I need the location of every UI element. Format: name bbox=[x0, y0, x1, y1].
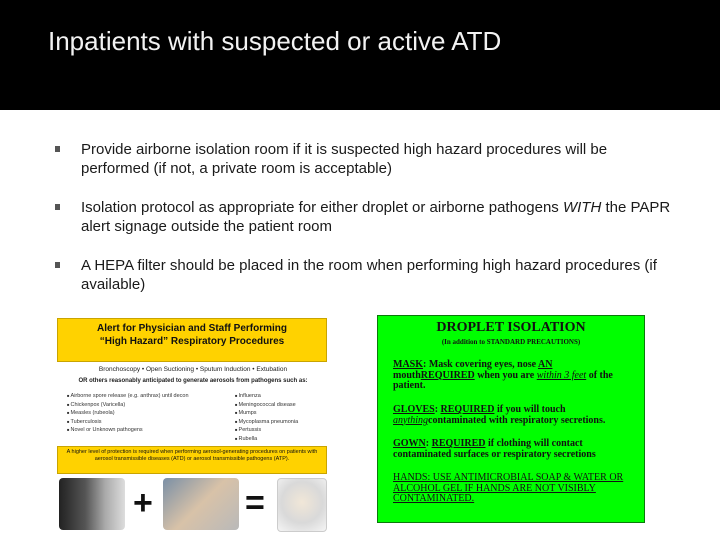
equals-sign: = bbox=[245, 484, 265, 522]
droplet-isolation-sign bbox=[377, 315, 645, 523]
bullet-list bbox=[55, 140, 675, 314]
gown-text: if clothing will contact contaminated surfaces or respiratory secretions bbox=[393, 438, 596, 460]
gloves-text: : bbox=[434, 404, 441, 415]
poster-header bbox=[57, 318, 327, 362]
bullet-square-icon bbox=[55, 146, 60, 152]
gloves-section bbox=[393, 405, 641, 426]
mask-required: REQUIRED bbox=[420, 369, 475, 381]
bullet-text: A HEPA filter should be placed in the room when performing high hazard procedures (if available) bbox=[81, 257, 657, 293]
bullet-square-icon bbox=[55, 204, 60, 210]
title-bar bbox=[0, 0, 720, 110]
pathogen-list-left bbox=[67, 392, 189, 435]
gown-required: REQUIRED bbox=[431, 438, 486, 449]
poster-title: Alert for Physician and Staff Performing bbox=[96, 323, 288, 334]
gown-label: GOWN bbox=[393, 438, 426, 449]
list-item: ■ Chickenpox (Varicella) bbox=[67, 401, 189, 410]
mask-text: AN bbox=[538, 359, 553, 370]
gown-section bbox=[393, 439, 641, 460]
mask-text: mouth bbox=[393, 369, 421, 381]
bullet-item bbox=[55, 140, 675, 178]
sign-subtitle: (In addition to STANDARD PRECAUTIONS) bbox=[441, 338, 581, 346]
list-item: ■ Influenza bbox=[235, 392, 298, 401]
list-item: ■ Meningococcal disease bbox=[235, 401, 298, 410]
gloves-anything: anything bbox=[393, 414, 428, 426]
list-item: ■ Airborne spore release (e.g. anthrax) until decon bbox=[67, 392, 189, 401]
mask-text: of the patient. bbox=[393, 369, 613, 391]
procedure-photo bbox=[163, 478, 239, 530]
poster-footer: A higher level of protection is required when performing aerosol-generating procedures on patients with aerosol transmissible diseases (ATD) or aerosol transmissible pathogens (ATP). bbox=[57, 446, 327, 474]
hands-section: HANDS: USE ANTIMICROBIAL SOAP & WATER OR ALCOHOL GEL IF HANDS ARE NOT VISIBLY CONTAMINATED. bbox=[393, 472, 624, 504]
plus-sign: + bbox=[133, 484, 153, 522]
mask-label: MASK bbox=[393, 359, 423, 370]
list-item: ■ Mycoplasma pneumonia bbox=[235, 418, 298, 427]
pathogen-heading: OR others reasonably anticipated to generate aerosols from pathogens such as: bbox=[78, 378, 308, 384]
bullet-square-icon bbox=[55, 262, 60, 268]
papr-hood-photo bbox=[277, 478, 327, 532]
gloves-text: contaminated with respiratory secretions. bbox=[428, 414, 606, 426]
list-item: ■ Rubella bbox=[235, 435, 298, 444]
bullet-item bbox=[55, 256, 675, 294]
list-item: ■ Novel or Unknown pathogens bbox=[67, 426, 189, 435]
list-item: ■ Measles (rubeola) bbox=[67, 409, 189, 418]
mask-text: when you are bbox=[474, 369, 537, 381]
gloves-text: if you will touch bbox=[494, 404, 566, 415]
slide-title: Inpatients with suspected or active ATD bbox=[48, 26, 502, 56]
mask-text: : Mask covering eyes, nose bbox=[423, 359, 538, 370]
photo-row bbox=[55, 476, 330, 531]
mask-distance: within 3 feet bbox=[536, 369, 587, 381]
cough-photo bbox=[59, 478, 125, 530]
poster-subtitle: “High Hazard” Respiratory Procedures bbox=[99, 336, 285, 347]
procedure-list: Bronchoscopy • Open Suctioning • Sputum Induction • Extubation bbox=[98, 366, 288, 373]
bullet-text: Isolation protocol as appropriate for either droplet or airborne pathogens bbox=[81, 199, 563, 216]
sign-title: DROPLET ISOLATION bbox=[436, 320, 586, 335]
bullet-item bbox=[55, 198, 675, 236]
list-item: ■ Mumps bbox=[235, 409, 298, 418]
bullet-text: the PAPR alert signage outside the patient room bbox=[81, 199, 671, 235]
bullet-emphasis: WITH bbox=[562, 199, 602, 216]
list-item: ■ Pertussis bbox=[235, 426, 298, 435]
list-item: ■ Tuberculosis bbox=[67, 418, 189, 427]
gloves-label: GLOVES bbox=[393, 404, 435, 415]
gloves-required: REQUIRED bbox=[440, 404, 495, 415]
bullet-text: Provide airborne isolation room if it is suspected high hazard procedures will be performed (if not, a private room is acceptable) bbox=[81, 141, 608, 177]
gown-text: : bbox=[425, 438, 432, 449]
alert-poster bbox=[55, 316, 330, 531]
pathogen-list-right bbox=[235, 392, 298, 443]
mask-section bbox=[393, 360, 641, 392]
